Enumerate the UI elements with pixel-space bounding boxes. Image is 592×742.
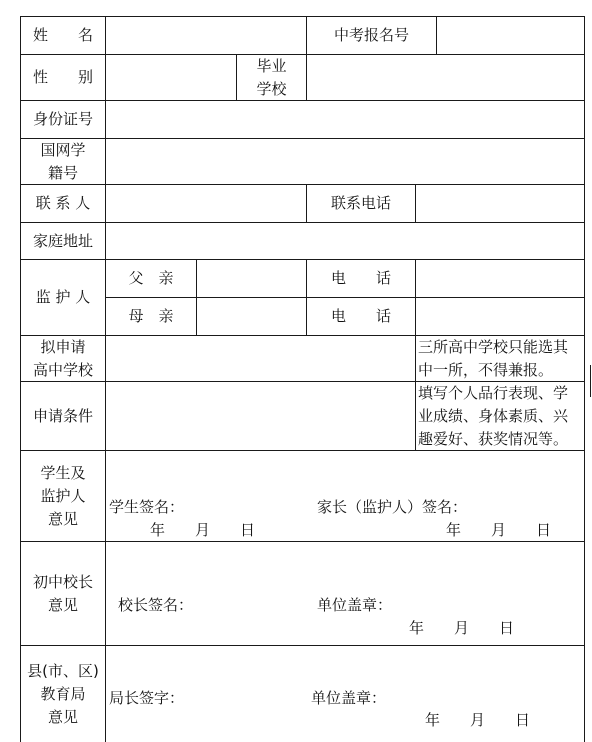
conditions-note: 趣爱好、获奖情况等。 [418,430,569,448]
county-bureau-label: 教育局 [40,684,86,703]
contact-person-field[interactable] [106,185,306,222]
bureau-sign-date: 年 月 日 [425,711,531,729]
apply-school-field[interactable] [106,336,415,381]
name-field[interactable] [106,17,306,54]
name-label: 姓 名 [32,26,93,44]
conditions-field[interactable] [106,382,415,450]
student-opinion-label: 学生及 [40,463,86,482]
home-address-field[interactable] [106,223,584,259]
principal-signature-label: 校长签名： [118,596,194,614]
col-divider [415,335,416,450]
graduation-school-label: 学校 [256,79,287,98]
county-bureau-label: 县(市、区) [27,661,99,680]
father-phone-label: 电 话 [330,269,391,287]
table-border-right [584,16,585,742]
student-registration-label: 国网学 [40,140,86,159]
gender-label: 性 别 [32,68,93,86]
father-phone-field[interactable] [416,260,584,297]
graduation-school-label: 毕业 [256,56,287,75]
apply-school-note: 中一所，不得兼报。 [418,361,554,379]
mother-label: 母 亲 [128,307,174,325]
student-opinion-label: 监护人 [40,486,86,505]
director-signature-label: 局长签字： [109,689,185,707]
graduation-school-field[interactable] [307,55,584,100]
mother-phone-label: 电 话 [330,307,391,325]
apply-school-label: 高中学校 [32,360,93,379]
student-sign-date: 年 月 日 [150,521,256,539]
student-signature-label: 学生签名： [109,498,185,516]
mother-name-field[interactable] [197,298,306,335]
guardian-label: 监 护 人 [35,288,91,306]
county-bureau-label: 意见 [47,707,78,726]
parent-sign-date: 年 月 日 [446,521,552,539]
contact-phone-label: 联系电话 [330,194,391,212]
exam-number-field[interactable] [437,17,584,54]
page-edge-mark [590,365,591,397]
parent-signature-label: 家长（监护人）签名： [317,498,468,516]
id-number-field[interactable] [106,101,584,138]
conditions-label: 申请条件 [32,406,93,425]
principal-opinion-label: 意见 [47,595,78,614]
mother-phone-field[interactable] [416,298,584,335]
bureau-unit-seal-label: 单位盖章： [311,689,387,707]
apply-school-label: 拟申请 [40,337,86,356]
id-number-label: 身份证号 [32,110,93,128]
student-registration-field[interactable] [106,139,584,184]
contact-person-label: 联 系 人 [35,194,91,212]
apply-school-note: 三所高中学校只能选其 [418,338,569,356]
conditions-note: 填写个人品行表现、学 [418,384,569,402]
home-address-label: 家庭地址 [32,231,93,250]
gender-field[interactable] [106,55,236,100]
principal-unit-seal-label: 单位盖章： [317,596,393,614]
student-opinion-label: 意见 [47,509,78,528]
exam-number-label: 中考报名号 [333,26,409,44]
contact-phone-field[interactable] [416,185,584,222]
principal-opinion-label: 初中校长 [32,572,93,591]
student-registration-label: 籍号 [47,163,78,182]
father-label: 父 亲 [128,269,174,287]
conditions-note: 业成绩、身体素质、兴 [418,407,569,425]
father-name-field[interactable] [197,260,306,297]
principal-sign-date: 年 月 日 [409,619,515,637]
